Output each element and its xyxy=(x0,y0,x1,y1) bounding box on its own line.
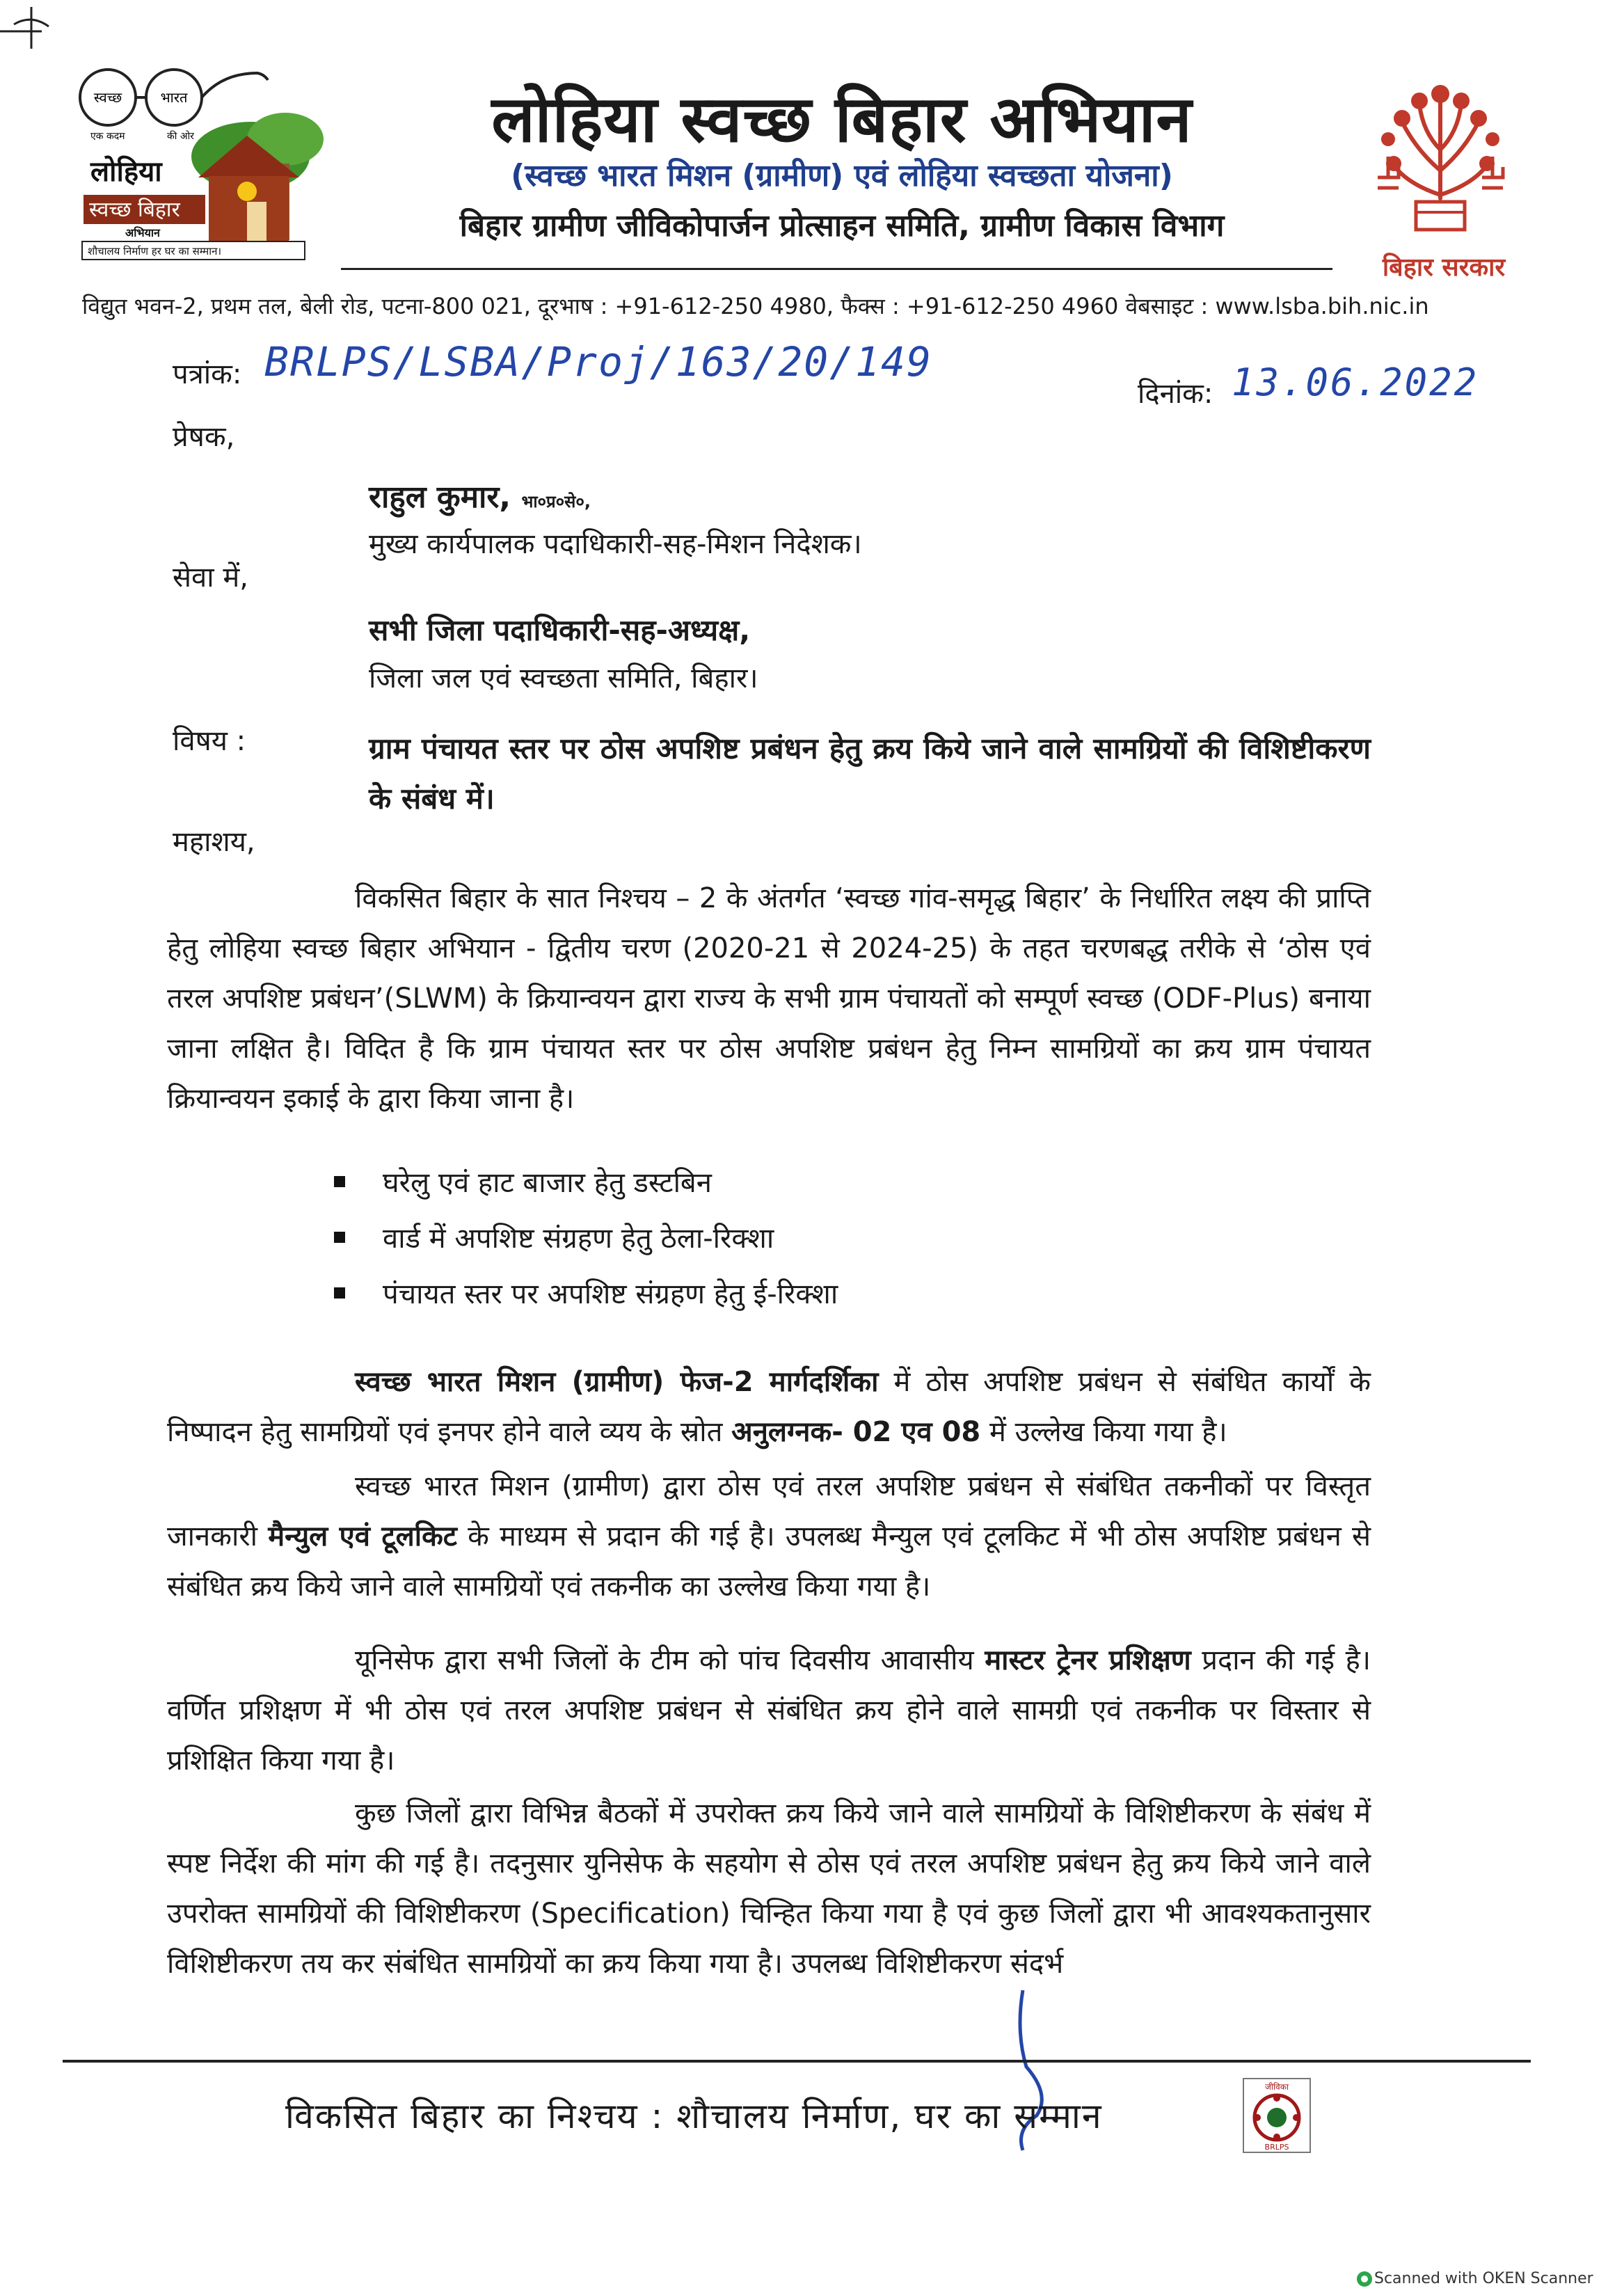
scanner-logo-icon xyxy=(1355,2270,1374,2288)
header-divider xyxy=(341,268,1332,270)
reference-label: पत्रांक: xyxy=(173,358,242,390)
paragraph-2 xyxy=(167,1357,1371,1457)
recipient-name: सभी जिला पदाधिकारी-सह-अध्यक्ष, xyxy=(369,613,751,647)
materials-list xyxy=(334,1155,1308,1322)
p2-text-2: में उल्लेख किया गया है। xyxy=(980,1416,1227,1448)
reference-number: BRLPS/LSBA/Proj/163/20/149 xyxy=(264,338,932,386)
paragraph-4 xyxy=(167,1635,1371,1786)
bullet-square-icon xyxy=(334,1287,345,1299)
lsba-logo xyxy=(77,59,334,268)
sender-service: भा०प्र०से०, xyxy=(521,492,591,511)
footer-slogan: विकसित बिहार का निश्चय : शौचालय निर्माण, घर का सम्मान xyxy=(285,2096,1103,2136)
logo-name-2: स्वच्छ बिहार xyxy=(89,198,180,222)
logo-circle-text-1: स्वच्छ xyxy=(93,89,122,106)
subject-text: ग्राम पंचायत स्तर पर ठोस अपशिष्ट प्रबंधन हेतु क्रय किये जाने वाले सामग्रियों की विशिष्टीकरण के संबंध में। xyxy=(369,731,1371,816)
office-address: विद्युत भवन-2, प्रथम तल, बेली रोड, पटना-800 021, दूरभाष : +91-612-250 4980, फैक्स : +91-612-250 4960 वेबसाइट : www.lsba.bih.nic.in xyxy=(82,293,1429,319)
scanner-watermark: Scanned with OKEN Scanner xyxy=(1374,2270,1593,2287)
recipient-label: सेवा में, xyxy=(173,562,248,594)
date-label: दिनांक: xyxy=(1138,378,1213,410)
seal-top-text: जीविका xyxy=(1264,2082,1289,2092)
jeevika-seal xyxy=(1242,2077,1312,2154)
paragraph-3 xyxy=(167,1461,1371,1612)
p3-text-2: के माध्यम से प्रदान की गई है। उपलब्ध मैन्युल एवं टूलकिट में भी ठोस अपशिष्ट प्रबंधन से संबंधित क्रय किये जाने वाले सामग्रियों एवं तकनीक का उल्लेख किया गया है। xyxy=(167,1520,1371,1603)
logo-circle-text-2: भारत xyxy=(160,89,188,106)
sender-name-text: राहुल कुमार, xyxy=(369,479,511,515)
sender-label: प्रेषक, xyxy=(173,421,235,453)
seal-bottom-text: BRLPS xyxy=(1264,2143,1289,2152)
logo-tag-2: की ओर xyxy=(167,131,194,142)
logo-slogan: शौचालय निर्माण हर घर का सम्मान। xyxy=(88,245,222,257)
govt-label: बिहार सरकार xyxy=(1382,253,1506,282)
signature-mark xyxy=(974,1990,1085,2171)
p3-text-1: स्वच्छ भारत मिशन (ग्रामीण) द्वारा ठोस एवं तरल अपशिष्ट प्रबंधन से संबंधित तकनीकों पर विस्तृत जानकारी xyxy=(167,1470,1371,1552)
p4-bold: मास्टर ट्रेनर प्रशिक्षण xyxy=(985,1644,1191,1676)
list-item-text: पंचायत स्तर पर अपशिष्ट संग्रहण हेतु ई-रिक्शा xyxy=(383,1278,838,1310)
sender-designation: मुख्य कार्यपालक पदाधिकारी-सह-मिशन निदेशक। xyxy=(369,528,862,560)
corner-crop-mark xyxy=(0,0,70,63)
letterhead-title: लोहिया स्वच्छ बिहार अभियान xyxy=(491,82,1193,157)
list-item-text: घरेलु एवं हाट बाजार हेतु डस्टबिन xyxy=(383,1167,712,1199)
salutation: महाशय, xyxy=(173,826,255,858)
p3-bold: मैन्युल एवं टूलकिट xyxy=(268,1520,457,1552)
p2-bold-2: अनुलग्नक- 02 एव 08 xyxy=(731,1416,981,1448)
bullet-square-icon xyxy=(334,1176,345,1187)
bullet-square-icon xyxy=(334,1232,345,1243)
logo-name-3: अभियान xyxy=(125,226,160,239)
list-item xyxy=(334,1211,1308,1266)
subject-label: विषय : xyxy=(173,725,246,757)
letter-date: 13.06.2022 xyxy=(1232,360,1479,404)
list-item xyxy=(334,1266,1308,1322)
recipient-organization: जिला जल एवं स्वच्छता समिति, बिहार। xyxy=(369,662,758,694)
logo-tag-1: एक कदम xyxy=(90,131,125,142)
list-item xyxy=(334,1155,1308,1211)
letterhead-subtitle: (स्वच्छ भारत मिशन (ग्रामीण) एवं लोहिया स्वच्छता योजना) xyxy=(511,158,1173,193)
p2-text-1: में ठोस अपशिष्ट प्रबंधन से संबंधित कार्यों के निष्पादन हेतु सामग्रियों एवं इनपर होने वाले व्यय के स्रोत xyxy=(167,1366,1371,1448)
paragraph-1: विकसित बिहार के सात निश्चय – 2 के अंतर्गत ‘स्वच्छ गांव-समृद्ध बिहार’ के निर्धारित लक्ष्य की प्राप्ति हेतु लोहिया स्वच्छ बिहार अभियान - द्वितीय चरण (2020-21 से 2024-25) के तहत चरणबद्ध तरीके से ‘ठोस एवं तरल अपशिष्ट प्रबंधन’(SLWM) के क्रियान्वयन द्वारा राज्य के सभी ग्राम पंचायतों को सम्पूर्ण स्वच्छ (ODF-Plus) बनाया जाना लक्षित है। विदित है कि ग्राम पंचायत स्तर पर ठोस अपशिष्ट प्रबंधन हेतु निम्न सामग्रियों का क्रय ग्राम पंचायत क्रियान्वयन इकाई के द्वारा किया जाना है। xyxy=(167,882,1371,1115)
p4-text-1: यूनिसेफ द्वारा सभी जिलों के टीम को पांच दिवसीय आवासीय xyxy=(355,1644,985,1676)
list-item-text: वार्ड में अपशिष्ट संग्रहण हेतु ठेला-रिक्शा xyxy=(383,1223,774,1255)
p2-bold-1: स्वच्छ भारत मिशन (ग्रामीण) फेज-2 मार्गदर्शिका xyxy=(355,1366,879,1398)
organization-name: बिहार ग्रामीण जीविकोपार्जन प्रोत्साहन समिति, ग्रामीण विकास विभाग xyxy=(459,208,1225,244)
sender-name xyxy=(369,475,591,516)
p4-text-2: प्रदान की गई है। वर्णित प्रशिक्षण में भी ठोस एवं तरल अपशिष्ट प्रबंधन से संबंधित क्रय होने वाले सामग्री एवं तकनीक पर विस्तार से प्रशिक्षित किया गया है। xyxy=(167,1644,1371,1777)
logo-name-1: लोहिया xyxy=(90,156,162,188)
footer-divider xyxy=(63,2060,1531,2063)
paragraph-5: कुछ जिलों द्वारा विभिन्न बैठकों में उपरोक्त क्रय किये जाने वाले सामग्रियों के विशिष्टीकरण के संबंध में स्पष्ट निर्देश की मांग की गई है। तदनुसार युनिसेफ के सहयोग से ठोस एवं तरल अपशिष्ट प्रबंधन हेतु क्रय किये जाने वाले उपरोक्त सामग्रियों की विशिष्टीकरण (Specification) चिन्हित किया गया है एवं कुछ जिलों द्वारा भी आवश्यकतानुसार विशिष्टीकरण तय कर संबंधित सामग्रियों का क्रय किया गया है। उपलब्ध विशिष्टीकरण संदर्भ xyxy=(167,1797,1371,1980)
